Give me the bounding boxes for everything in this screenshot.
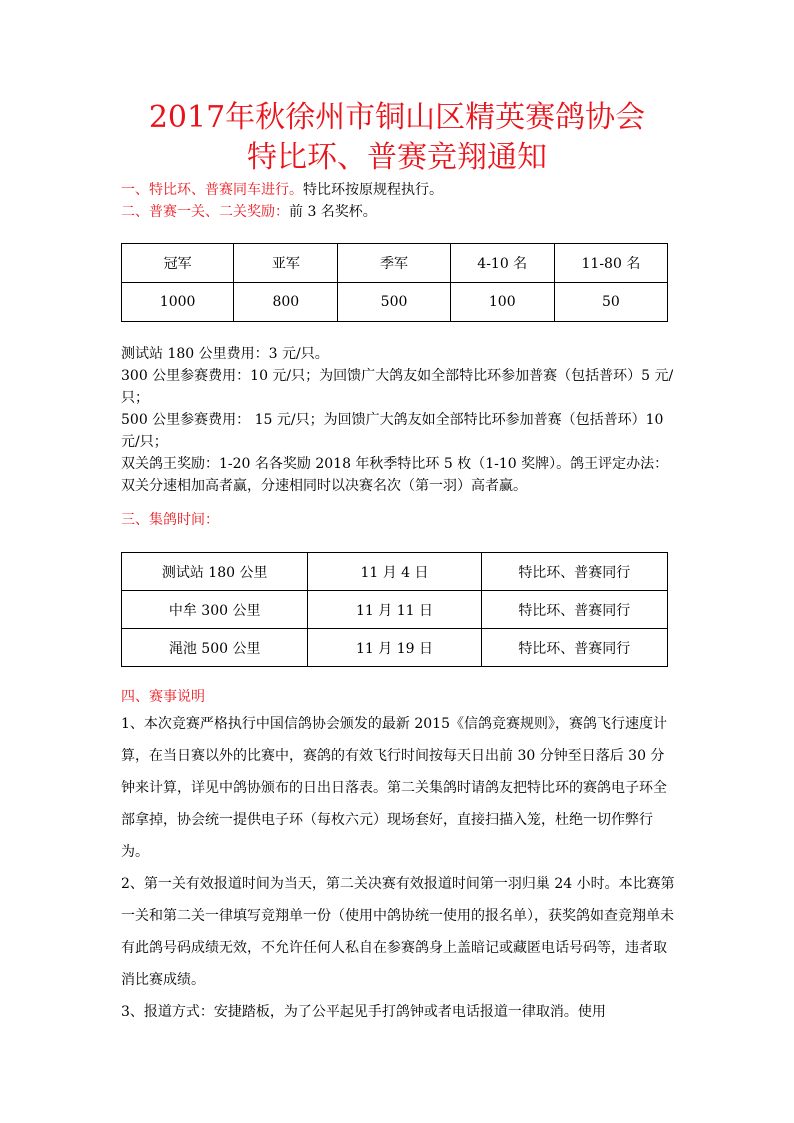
prize-header-cell: 亚军: [234, 244, 338, 283]
rules-block: [121, 708, 677, 1028]
prize-header-cell: 冠军: [122, 244, 234, 283]
section-1-heading: 一、特比环、普赛同车进行。: [121, 182, 303, 198]
table-row: [122, 244, 668, 283]
prize-table: [121, 243, 668, 322]
section-1: [121, 179, 681, 201]
title-line-2: 特比环、普赛竞翔通知: [247, 140, 547, 175]
schedule-date-cell: 11 月 11 日: [308, 591, 481, 629]
prize-value-cell: 50: [554, 283, 667, 322]
section-3-heading: 三、集鸽时间：: [121, 512, 219, 528]
table-row: [122, 283, 668, 322]
schedule-date-cell: 11 月 4 日: [308, 553, 481, 591]
prize-value-cell: 1000: [122, 283, 234, 322]
prize-value-cell: 500: [338, 283, 450, 322]
schedule-note-cell: 特比环、普赛同行: [481, 629, 667, 667]
schedule-table: [121, 552, 668, 667]
prize-value-cell: 100: [450, 283, 554, 322]
fee-line-500: 500 公里参赛费用： 15 元/只；为回馈广大鸽友如全部特比环参加普赛（包括普环）10 元/只；: [121, 412, 664, 450]
table-row: [122, 553, 668, 591]
fees-block: [121, 343, 677, 497]
section-2: [121, 201, 681, 223]
section-1-text: 特比环按原规程执行。: [303, 182, 443, 198]
schedule-location-cell: 渑池 500 公里: [122, 629, 308, 667]
rule-item-1: 1、本次竞赛严格执行中国信鸽协会颁发的最新 2015《信鸽竞赛规则》，赛鸽飞行速度计算，在当日赛以外的比赛中，赛鸽的有效飞行时间按每天日出前 30 分钟至日落后 30 分钟来计算，详见中鸽协颁布的日出日落表。第二关集鸽时请鸽友把特比环的赛鸽电子环全部拿掉，协会统一提供电子环（每枚六元）现场套好，直接扫描入笼，杜绝一切作弊行为。: [121, 716, 667, 860]
schedule-date-cell: 11 月 19 日: [308, 629, 481, 667]
section-2-heading: 二、普赛一关、二关奖励：: [121, 204, 289, 220]
section-4-heading: 四、赛事说明: [121, 689, 205, 705]
schedule-note-cell: 特比环、普赛同行: [481, 591, 667, 629]
prize-header-cell: 11-80 名: [554, 244, 667, 283]
prize-value-cell: 800: [234, 283, 338, 322]
schedule-location-cell: 中牟 300 公里: [122, 591, 308, 629]
prize-header-cell: 季军: [338, 244, 450, 283]
title-line-1: 2017年秋徐州市铜山区精英赛鸽协会: [148, 100, 646, 135]
schedule-note-cell: 特比环、普赛同行: [481, 553, 667, 591]
rule-item-3: 3、报道方式：安捷踏板，为了公平起见手打鸽钟或者电话报道一律取消。使用: [121, 1004, 606, 1020]
fee-line-test: 测试站 180 公里费用：3 元/只。: [121, 346, 329, 362]
prize-header-cell: 4-10 名: [450, 244, 554, 283]
table-row: [122, 629, 668, 667]
rule-item-2: 2、第一关有效报道时间为当天，第二关决赛有效报道时间第一羽归巢 24 小时。本比赛第一关和第二关一律填写竞翔单一份（使用中鸽协统一使用的报名单），获奖鸽如查竞翔单未有此鸽号码成绩无效，不允许任何人私自在参赛鸽身上盖暗记或藏匿电话号码等，违者取消比赛成绩。: [121, 876, 675, 988]
schedule-location-cell: 测试站 180 公里: [122, 553, 308, 591]
section-2-text: 前 3 名奖杯。: [289, 204, 377, 220]
pigeon-king-award: 双关鸽王奖励：1-20 名各奖励 2018 年秋季特比环 5 枚（1-10 奖牌）。鸽王评定办法：双关分速相加高者赢，分速相同时以决赛名次（第一羽）高者赢。: [121, 456, 669, 494]
table-row: [122, 591, 668, 629]
fee-line-300: 300 公里参赛费用：10 元/只；为回馈广大鸽友如全部特比环参加普赛（包括普环）5 元/只；: [121, 368, 674, 406]
